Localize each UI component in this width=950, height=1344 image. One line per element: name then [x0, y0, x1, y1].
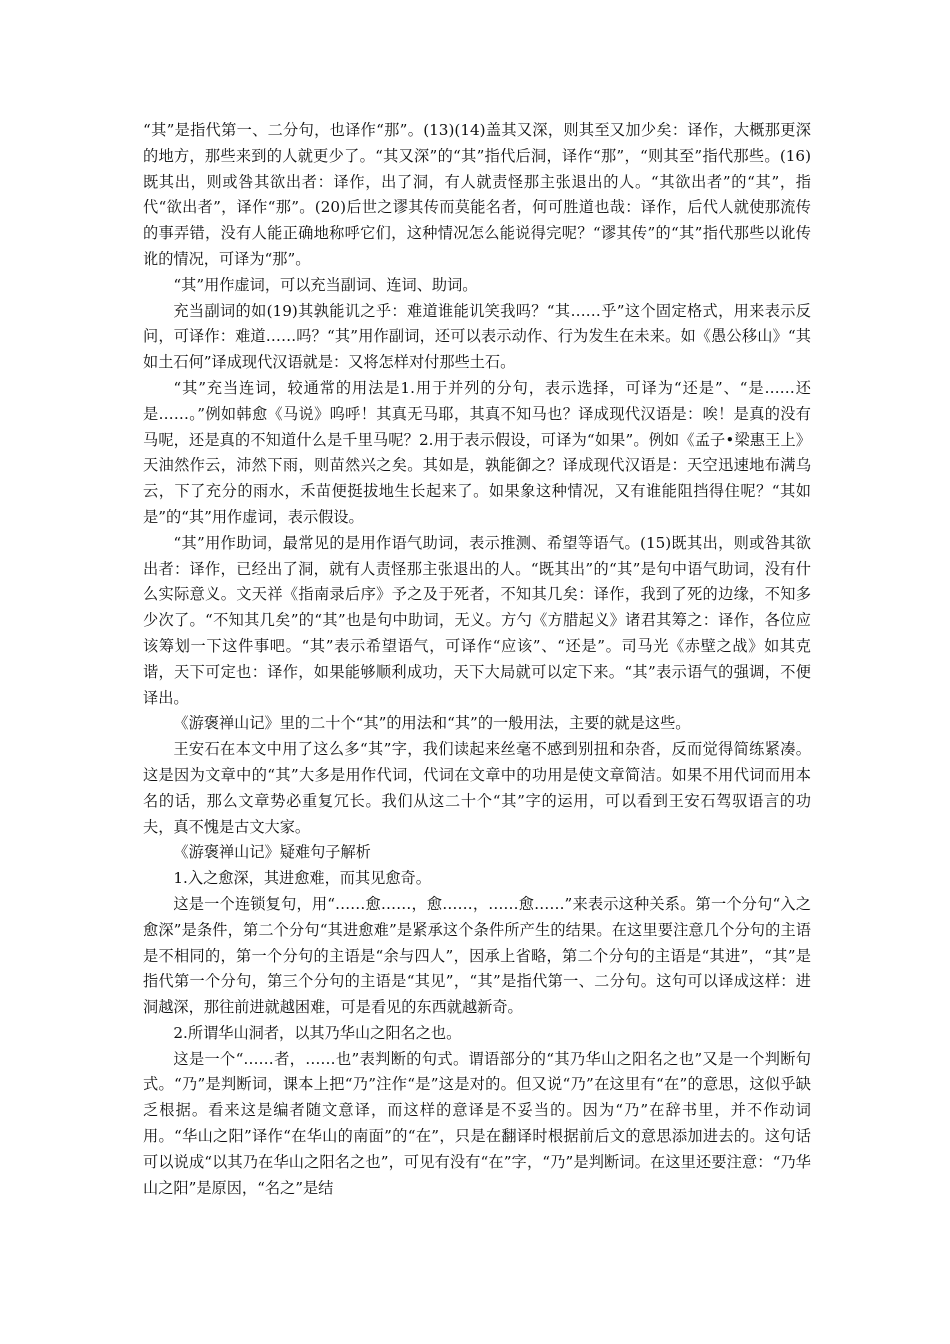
paragraph-wang-anshi: 王安石在本文中用了这么多“其”字，我们读起来丝毫不感到别扭和杂沓，反而觉得简练紧凑。这是因为文章中的“其”大多是用作代词，代词在文章中的功用是使文章简洁。如果不用代词而用本名的话，那么文章势必重复冗长。我们从这二十个“其”字的运用，可以看到王安石驾驭语言的功夫，真不愧是古文大家。 — [143, 740, 811, 836]
paragraph-qi-conjunction: “其”充当连词，较通常的用法是1.用于并列的分句，表示选择，可译为“还是”、“是……还是……。”例如韩愈《马说》呜呼！其真无马耶，其真不知马也？译成现代汉语是：唉！是真的没有马呢，还是真的不知道什么是千里马呢？2.用于表示假设，可译为“如果”。例如《孟子•梁惠王上》天油然作云，沛然下雨，则苗然兴之矣。其如是，孰能御之？译成现代汉语是：天空迅速地布满乌云，下了充分的雨水，禾苗便挺拔地生长起来了。如果象这种情况，又有谁能阻挡得住呢？“其如是”的“其”用作虚词，表示假设。 — [143, 378, 811, 526]
document-page — [143, 118, 811, 1201]
sentence-1-heading: 1.入之愈深，其进愈难，而其见愈奇。 — [173, 869, 431, 888]
sentence-1-analysis: 这是一个连锁复句，用“……愈……，愈……，……愈……”来表示这种关系。第一个分句“入之愈深”是条件，第二个分句“其进愈难”是紧承这个条件所产生的结果。在这里要注意几个分句的主语是不相同的，第一个分句的主语是“余与四人”，因承上省略，第二个分句的主语是“其进”，“其”是指代第一个分句，第三个分句的主语是“其见”，“其”是指代第一、二分句。这句可以译成这样：进洞越深，那往前进就越困难，可是看见的东西就越新奇。 — [143, 894, 811, 1017]
paragraph-qi-function-word: “其”用作虚词，可以充当副词、连词、助词。 — [173, 275, 478, 294]
sentence-2-analysis: 这是一个“……者，……也”表判断的句式。谓语部分的“其乃华山之阳名之也”又是一个判断句式。“乃”是判断词，课本上把“乃”注作“是”这是对的。但又说“乃”在这里有“在”的意思，这似乎缺乏根据。看来这是编者随文意译，而这样的意译是不妥当的。因为“乃”在辞书里，并不作动词用。“华山之阳”译作“在华山的南面”的“在”，只是在翻译时根据前后文的意思添加进去的。这句话可以说成“以其乃在华山之阳名之也”，可见有没有“在”字，“乃”是判断词。在这里还要注意：“乃华山之阳”是原因，“名之”是结 — [143, 1049, 811, 1197]
paragraph-qi-pronoun-continued: “其”是指代第一、二分句，也译作“那”。(13)(14)盖其又深，则其至又加少矣：译作，大概那更深的地方，那些来到的人就更少了。“其又深”的“其”指代后洞，译作“那”，“则其至”指代那些。(16)既其出，则或咎其欲出者：译作，出了洞，有人就责怪那主张退出的人。“其欲出者”的“其”，指代“欲出者”，译作“那”。(20)后世之谬其传而莫能名者，何可胜道也哉：译作，后代人就使那流传的事弄错，没有人能正确地称呼它们，这种情况怎么能说得完呢？“谬其传”的“其”指代那些以讹传讹的情况，可译为“那”。 — [143, 121, 811, 268]
paragraph-qi-adverb: 充当副词的如(19)其孰能讥之乎：难道谁能讥笑我吗？“其……乎”这个固定格式，用来表示反问，可译作：难道……吗？“其”用作副词，还可以表示动作、行为发生在未来。如《愚公移山》“其如土石何”译成现代汉语就是：又将怎样对付那些土石。 — [143, 301, 811, 372]
paragraph-qi-particle: “其”用作助词，最常见的是用作语气助词，表示推测、希望等语气。(15)既其出，则或咎其欲出者：译作，已经出了洞，就有人责怪那主张退出的人。“既其出”的“其”是句中语气助词，没有什么实际意义。文天祥《指南录后序》予之及于死者，不知其几矣：译作，我到了死的边缘，不知多少次了。“不知其几矣”的“其”也是句中助词，无义。方勺《方腊起义》诸君其筹之：译作，各位应该筹划一下这件事吧。“其”表示希望语气，可译作“应该”、“还是”。司马光《赤壁之战》如其克谐，天下可定也：译作，如果能够顺利成功，天下大局就可以定下来。“其”表示语气的强调，不便译出。 — [143, 533, 811, 707]
sentence-2-heading: 2.所谓华山洞者，以其乃华山之阳名之也。 — [173, 1023, 462, 1042]
section-heading: 《游褒禅山记》疑难句子解析 — [173, 843, 371, 862]
paragraph-summary: 《游褒禅山记》里的二十个“其”的用法和“其”的一般用法，主要的就是这些。 — [173, 714, 691, 733]
